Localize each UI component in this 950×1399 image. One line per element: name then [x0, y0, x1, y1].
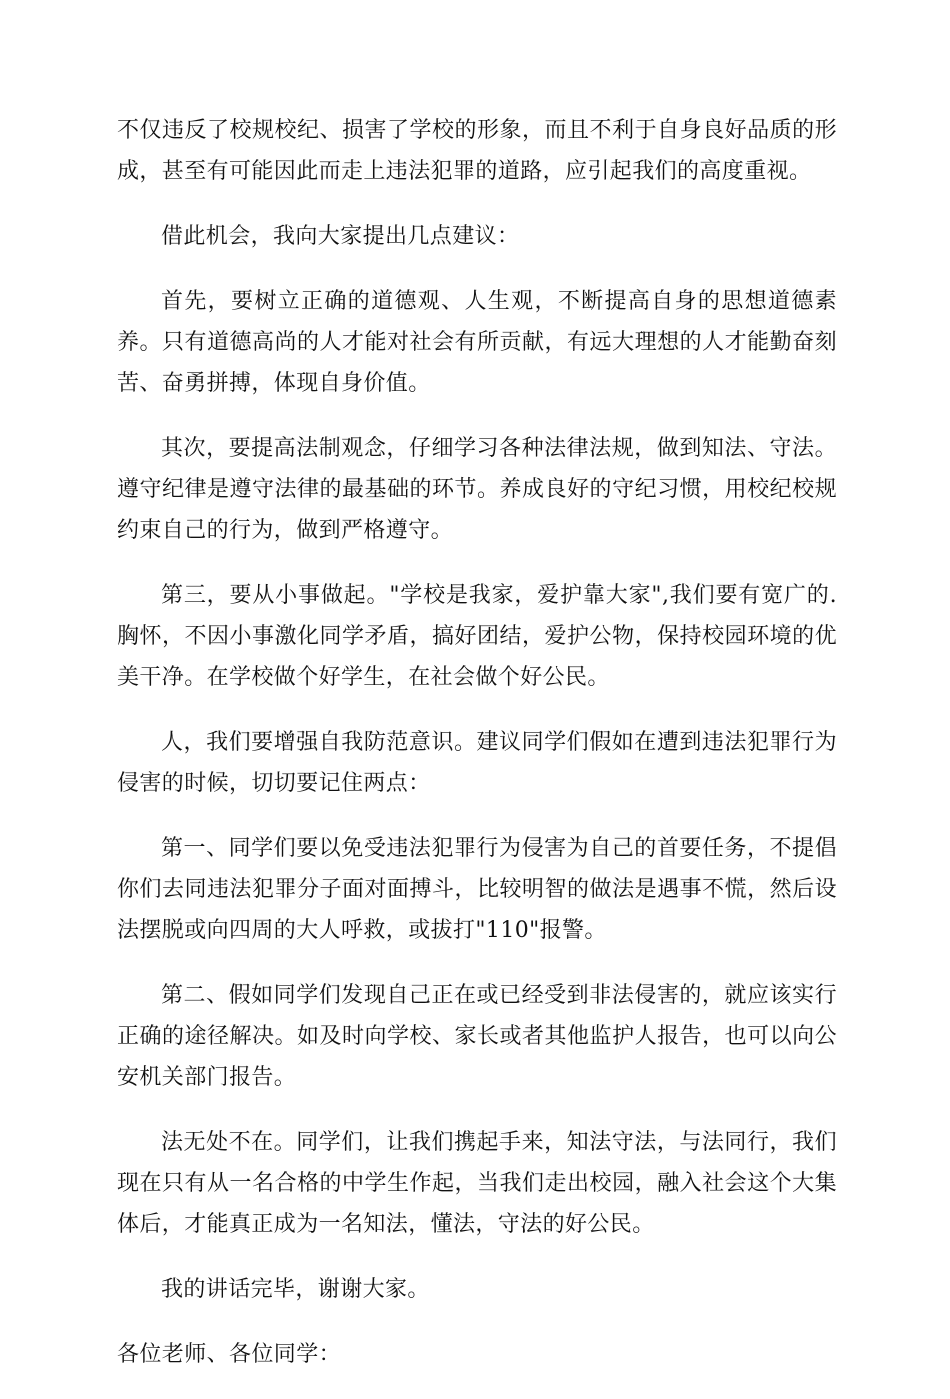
paragraph-5: 第三，要从小事做起。"学校是我家，爱护靠大家",我们要有宽广的.胸怀，不因小事激化同学矛盾，搞好团结，爱护公物，保持校园环境的优美干净。在学校做个好学生，在社会做个好公民。 — [117, 583, 837, 690]
paragraph-2: 借此机会，我向大家提出几点建议： — [161, 224, 520, 249]
document-body — [117, 110, 837, 1399]
paragraph-3: 首先，要树立正确的道德观、人生观，不断提高自身的思想道德素养。只有道德高尚的人才能对社会有所贡献，有远大理想的人才能勤奋刻苦、奋勇拼搏，体现自身价值。 — [117, 289, 837, 396]
paragraph-4: 其次，要提高法制观念，仔细学习各种法律法规，做到知法、守法。遵守纪律是遵守法律的最基础的环节。养成良好的守纪习惯，用校纪校规约束自己的行为，做到严格遵守。 — [117, 436, 837, 543]
paragraph-9: 法无处不在。同学们，让我们携起手来，知法守法，与法同行，我们现在只有从一名合格的中学生作起，当我们走出校园，融入社会这个大集体后，才能真正成为一名知法，懂法，守法的好公民。 — [117, 1130, 837, 1237]
paragraph-7: 第一、同学们要以免受违法犯罪行为侵害为自己的首要任务，不提倡你们去同违法犯罪分子面对面搏斗，比较明智的做法是遇事不慌，然后设法摆脱或向四周的大人呼救，或拔打"110"报警。 — [117, 836, 837, 943]
paragraph-11: 各位老师、各位同学： — [117, 1342, 342, 1367]
paragraph-1: 不仅违反了校规校纪、损害了学校的形象，而且不利于自身良好品质的形成，甚至有可能因此而走上违法犯罪的道路，应引起我们的高度重视。 — [117, 118, 837, 184]
paragraph-6: 人，我们要增强自我防范意识。建议同学们假如在遭到违法犯罪行为侵害的时候，切切要记住两点： — [117, 730, 837, 796]
paragraph-10: 我的讲话完毕，谢谢大家。 — [161, 1277, 430, 1302]
paragraph-8: 第二、假如同学们发现自己正在或已经受到非法侵害的，就应该实行正确的途径解决。如及时向学校、家长或者其他监护人报告，也可以向公安机关部门报告。 — [117, 983, 837, 1090]
